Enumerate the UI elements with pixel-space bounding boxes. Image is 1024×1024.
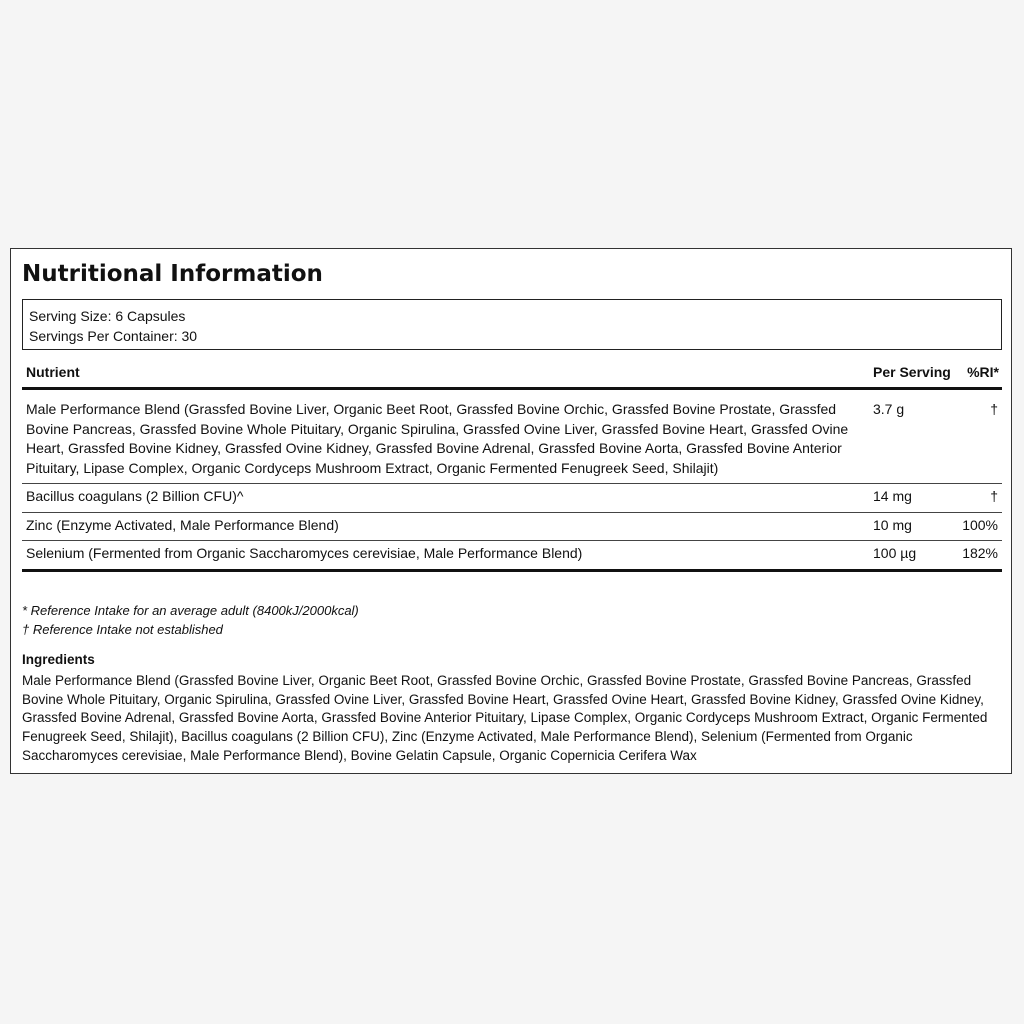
nutrient-table	[22, 361, 1002, 572]
nutrient-name: Male Performance Blend (Grassfed Bovine Liver, Organic Beet Root, Grassfed Bovine Orchic, Grassfed Bovine Prostate, Grassfed Bovine Pancreas, Grassfed Bovine Whole Pituitary, Organic Spirulina, Grassfed Ovine Liver, Grassfed Bovine Heart, Grassfed Ovine Heart, Grassfed Bovine Kidney, Grassfed Ovine Kidney, Grassfed Bovine Adrenal, Grassfed Bovine Aorta, Grassfed Bovine Anterior Pituitary, Lipase Complex, Organic Cordyceps Mushroom Extract, Organic Fermented Fenugreek Seed, Shilajit)	[26, 401, 849, 476]
nutrition-panel	[10, 248, 1012, 774]
panel-title: Nutritional Information	[22, 261, 323, 287]
nutrient-name: Zinc (Enzyme Activated, Male Performance Blend)	[26, 516, 339, 533]
nutrient-amount: 3.7 g	[873, 401, 905, 417]
nutrient-name: Bacillus coagulans (2 Billion CFU)^	[26, 488, 244, 504]
footnotes	[22, 601, 359, 639]
table-row	[22, 541, 1002, 572]
nutrient-amount: 14 mg	[873, 488, 912, 504]
table-row	[22, 397, 1002, 484]
serving-size: Serving Size: 6 Capsules	[29, 308, 186, 324]
nutrient-ri: 100%	[962, 516, 998, 533]
servings-per-container: Servings Per Container: 30	[29, 328, 198, 344]
ingredients-heading: Ingredients	[22, 652, 95, 667]
table-row	[22, 484, 1002, 513]
nutrient-ri: †	[990, 488, 998, 504]
footnote-reference-intake: * Reference Intake for an average adult (8400kJ/2000kcal)	[22, 603, 359, 618]
ingredients-text: Male Performance Blend (Grassfed Bovine Liver, Organic Beet Root, Grassfed Bovine Orchic, Grassfed Bovine Prostate, Grassfed Bovine Pancreas, Grassfed Bovine Whole Pituitary, Organic Spirulina, Grassfed Ovine Liver, Grassfed Bovine Heart, Grassfed Ovine Heart, Grassfed Bovine Kidney, Grassfed Ovine Kidney, Grassfed Bovine Adrenal, Grassfed Bovine Aorta, Grassfed Bovine Anterior Pituitary, Lipase Complex, Organic Cordyceps Mushroom Extract, Organic Fermented Fenugreek Seed, Shilajit), Bacillus coagulans (2 Billion CFU), Zinc (Enzyme Activated, Male Performance Blend), Selenium (Fermented from Organic Saccharomyces cerevisiae, Male Performance Blend), Bovine Gelatin Capsule, Organic Copernicia Cerifera Wax	[22, 673, 988, 763]
nutrient-name: Selenium (Fermented from Organic Saccharomyces cerevisiae, Male Performance Blend)	[26, 545, 583, 561]
table-header	[22, 361, 1002, 390]
nutrient-ri: 182%	[962, 545, 998, 561]
serving-info-box	[22, 299, 1002, 350]
nutrient-ri: †	[990, 401, 998, 417]
header-ri: %RI*	[967, 364, 999, 380]
nutrient-amount: 100 µg	[873, 545, 917, 561]
nutrient-amount: 10 mg	[873, 516, 912, 533]
header-nutrient: Nutrient	[26, 364, 80, 380]
header-per-serving: Per Serving	[873, 364, 951, 380]
footnote-not-established: † Reference Intake not established	[22, 622, 223, 637]
table-row	[22, 513, 1002, 542]
